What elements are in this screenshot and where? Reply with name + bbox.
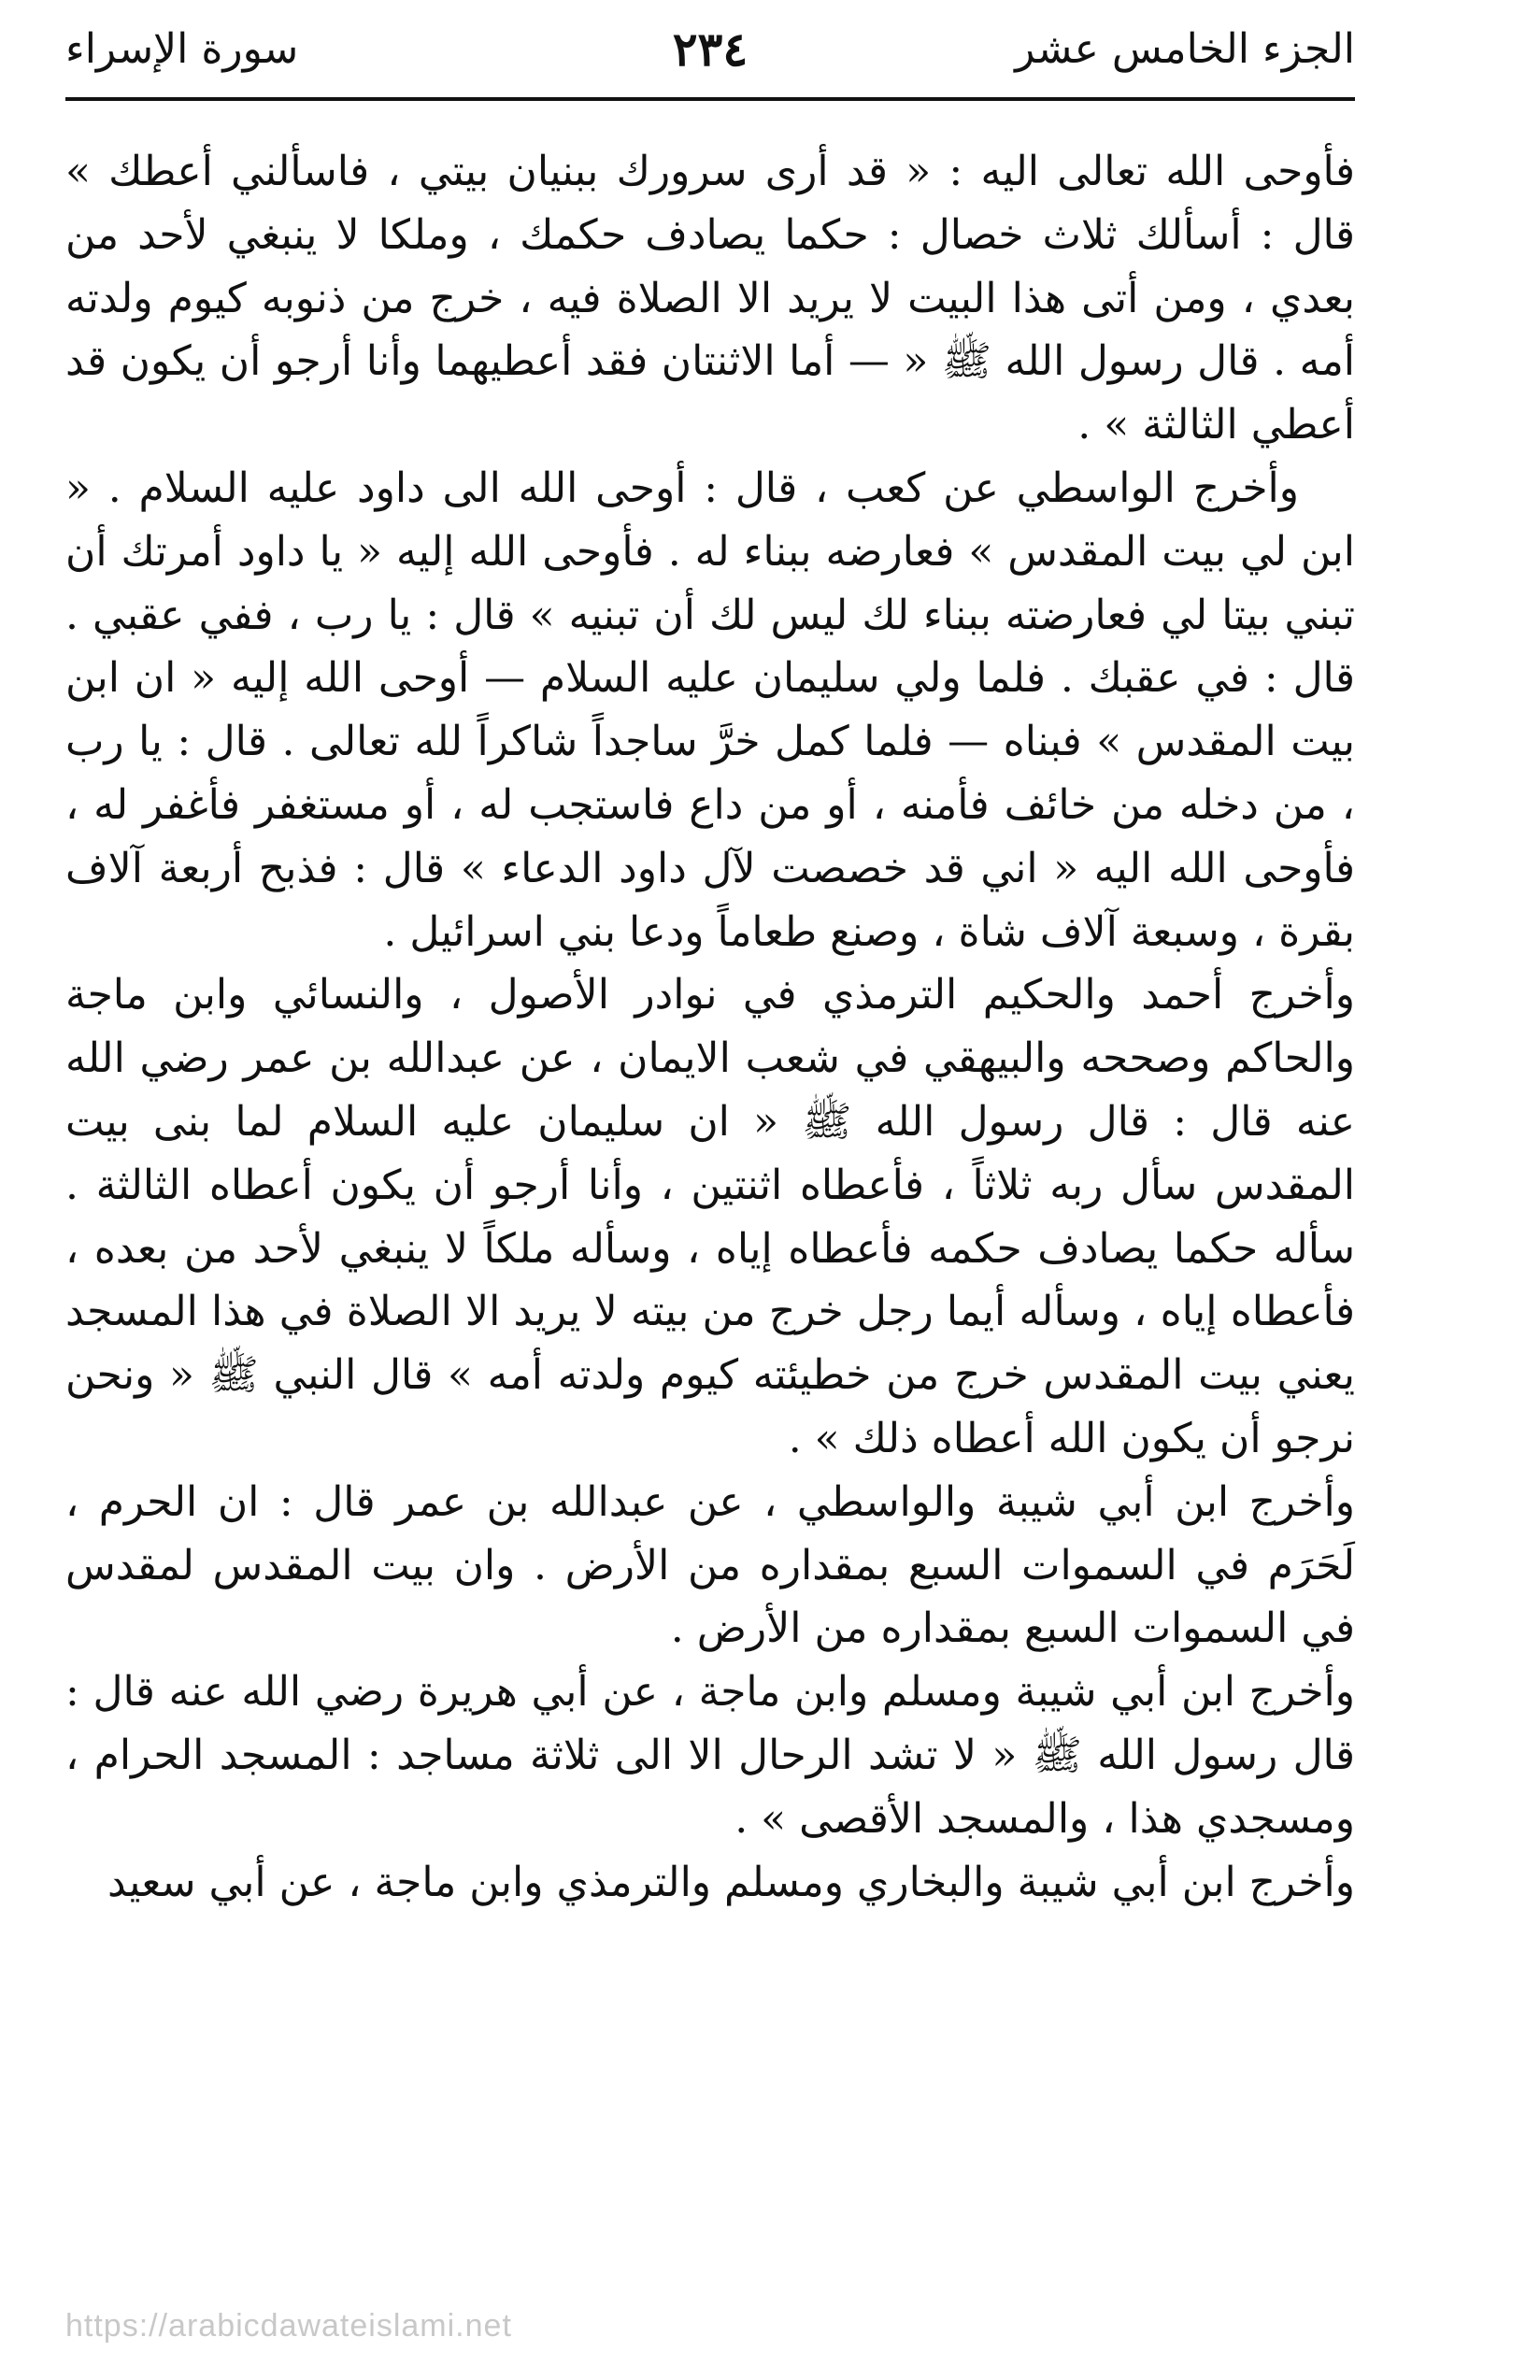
page-body: [65, 140, 1355, 1914]
paragraph-4: وأخرج ابن أبي شيبة والواسطي ، عن عبدالله بن عمر قال : ان الحرم ، لَحَرَم في السموات السبع بمقداره من الأرض . وان بيت المقدس لمقدس في السموات السبع بمقداره من الأرض .: [65, 1477, 1355, 1653]
header-divider: [65, 97, 1355, 101]
paragraph-1: فأوحى الله تعالى اليه : « قد أرى سرورك ببنيان بيتي ، فاسألني أعطك » قال : أسألك ثلاث خصال : حكما يصادف حكمك ، وملكا لا ينبغي لأحد من بعدي ، ومن أتى هذا البيت لا يريد الا الصلاة فيه ، خرج من ذنوبه كيوم ولدته أمه . قال رسول الله ﷺ « — أما الاثنتان فقد أعطيهما وأنا أرجو أن يكون قد أعطي الثالثة » .: [65, 148, 1356, 449]
page-header: [65, 17, 1355, 82]
surah-title: سورة الإسراء: [65, 25, 299, 73]
page-number: ٢٣٤: [672, 21, 749, 77]
paragraph-5: وأخرج ابن أبي شيبة ومسلم وابن ماجة ، عن أبي هريرة رضي الله عنه قال : قال رسول الله ﷺ « لا تشد الرحال الا الى ثلاثة مساجد : المسجد الحرام ، ومسجدي هذا ، والمسجد الأقصى » .: [65, 1668, 1355, 1843]
juz-title: الجزء الخامس عشر: [1015, 25, 1355, 73]
paragraph-6: وأخرج ابن أبي شيبة والبخاري ومسلم والترمذي وابن ماجة ، عن أبي سعيد: [107, 1858, 1355, 1906]
paragraph-2: وأخرج الواسطي عن كعب ، قال : أوحى الله الى داود عليه السلام . « ابن لي بيت المقدس » فعارضه ببناء له . فأوحى الله إليه « يا داود أمرتك أن تبني بيتا لي فعارضته ببناء لك ليس لك أن تبنيه » قال : يا رب ، ففي عقبي . قال : في عقبك . فلما ولي سليمان عليه السلام — أوحى الله إليه « ان ابن بيت المقدس » فبناه — فلما كمل خرَّ ساجداً شاكراً لله تعالى . قال : يا رب ، من دخله من خائف فأمنه ، أو من داع فاستجب له ، أو مستغفر فأغفر له ، فأوحى الله اليه « اني قد خصصت لآل داود الدعاء » قال : فذبح أربعة آلاف بقرة ، وسبعة آلاف شاة ، وصنع طعاماً ودعا بني اسرائيل .: [65, 463, 1355, 956]
source-watermark: https://arabicdawateislami.net: [65, 2308, 512, 2344]
paragraph-3: وأخرج أحمد والحكيم الترمذي في نوادر الأصول ، والنسائي وابن ماجة والحاكم وصححه والبيهقي في شعب الايمان ، عن عبدالله بن عمر رضي الله عنه قال : قال رسول الله ﷺ « ان سليمان عليه السلام لما بنى بيت المقدس سأل ربه ثلاثاً ، فأعطاه اثنتين ، وأنا أرجو أن يكون أعطاه الثالثة . سأله حكما يصادف حكمه فأعطاه إياه ، وسأله ملكاً لا ينبغي لأحد من بعده ، فأعطاه إياه ، وسأله أيما رجل خرج من بيته لا يريد الا الصلاة في هذا المسجد يعني بيت المقدس خرج من خطيئته كيوم ولدته أمه » قال النبي ﷺ « ونحن نرجو أن يكون الله أعطاه ذلك » .: [65, 971, 1355, 1462]
